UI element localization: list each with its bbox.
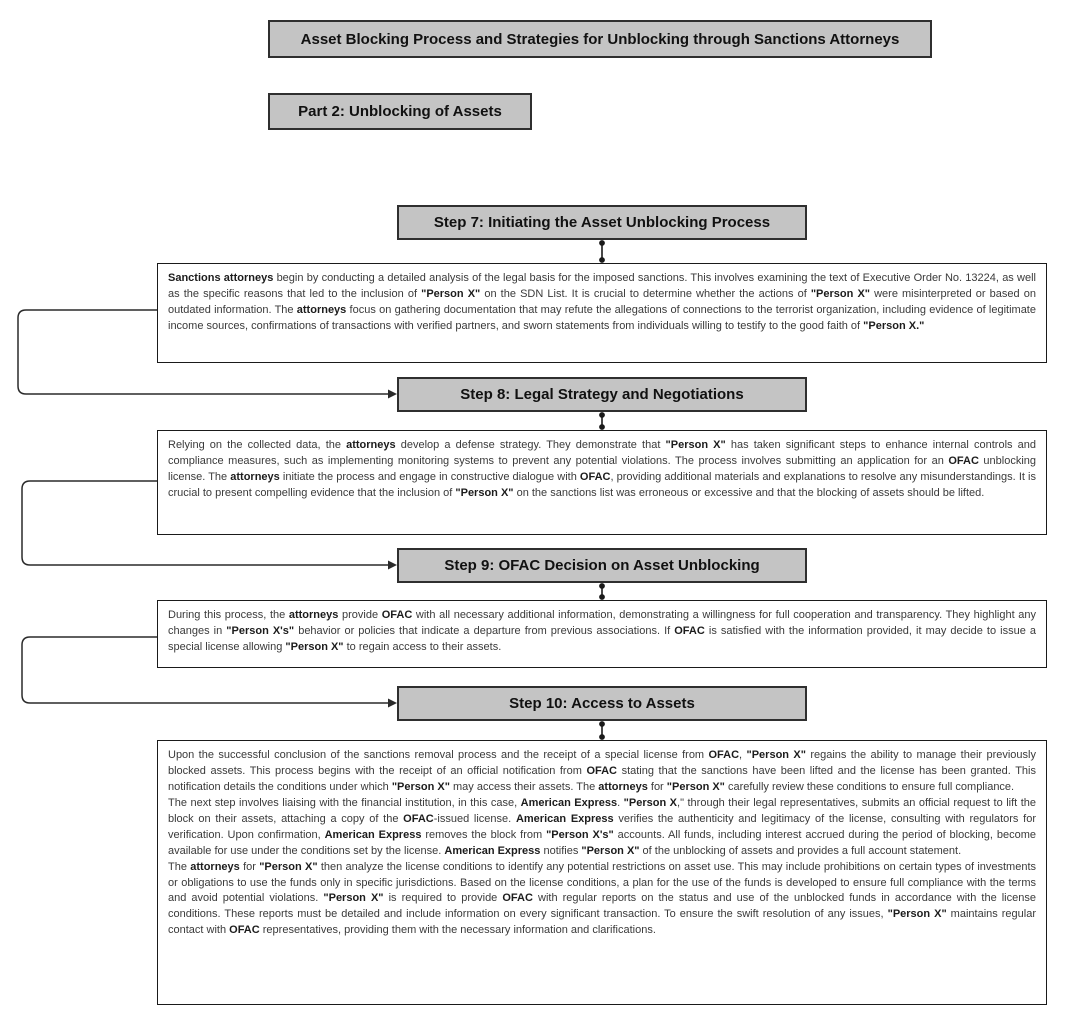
step8-paragraph: Relying on the collected data, the attorneys develop a defense strategy. They demonstrate that "Person X" has taken significant steps to enhance internal controls and compliance measures, such as implementing monitoring systems to prevent any potential violations. The process involves submitting an application for an OFAC unblocking license. The attorneys initiate the process and engage in constructive dialogue with OFAC, providing additional materials and explanations to resolve any misunderstandings. It is crucial to present compelling evidence that the inclusion of "Person X" on the sanctions list was erroneous or excessive and that the blocking of assets should be lifted. [168, 439, 1036, 499]
step9-heading: Step 9: OFAC Decision on Asset Unblocking [444, 557, 760, 574]
step7-header-box [397, 205, 807, 240]
step10-paragraph-1: Upon the successful conclusion of the sanctions removal process and the receipt of a special license from OFAC, "Person X" regains the ability to manage their previously blocked assets. This process begins with the receipt of an official notification from OFAC stating that the sanctions have been lifted and the license has been granted. This notification details the conditions under which "Person X" may access their assets. The attorneys for "Person X" carefully review these conditions to ensure full compliance. [168, 749, 1036, 793]
link-step9-header-to-body [600, 584, 605, 600]
step9-paragraph: During this process, the attorneys provide OFAC with all necessary additional information, demonstrating a willingness for full cooperation and transparency. They highlight any changes in "Person X's" behavior or policies that indicate a departure from previous associations. If OFAC is satisfied with the information provided, it may decide to issue a special license allowing "Person X" to regain access to their assets. [168, 609, 1036, 653]
step9-header-box [397, 548, 807, 583]
arrowhead-step8 [388, 390, 397, 399]
step10-heading: Step 10: Access to Assets [509, 695, 695, 712]
step10-description-box [157, 740, 1047, 1005]
step9-description-box [157, 600, 1047, 668]
link-step8-header-to-body [600, 413, 605, 430]
diagram-title: Asset Blocking Process and Strategies for Unblocking through Sanctions Attorneys [300, 30, 900, 48]
step10-paragraph-3: The attorneys for "Person X" then analyze the license conditions to identify any potential restrictions on asset use. This may include prohibitions on certain types of investments or obligations to use the funds only in specific jurisdictions. Based on the license conditions, a plan for the use of the funds is developed to ensure full compliance with the terms and avoid potential violations. "Person X" is required to provide OFAC with regular reports on the status and use of the unblocked funds in accordance with the license conditions. These reports must be detailed and include information on every significant transaction. To ensure the swift resolution of any issues, "Person X" maintains regular contact with OFAC representatives, providing them with the necessary information and clarifications. [168, 860, 1037, 937]
step8-header-box [397, 377, 807, 412]
part-label-box [268, 93, 532, 130]
step10-paragraph-2: The next step involves liaising with the financial institution, in this case, American Express. "Person X," through their legal representatives, submits an official request to lift the block on their assets, attaching a copy of the OFAC-issued license. American Express verifies the authenticity and legitimacy of the license, consulting with regulators for verification. Upon confirmation, American Express removes the block from "Person X's" accounts. All funds, including interest accrued during the period of blocking, become available for use under the conditions set by the license. American Express notifies "Person X" of the unblocking of assets and provides a full account statement. [168, 796, 1037, 857]
arrowhead-step9 [388, 561, 397, 570]
step8-heading: Step 8: Legal Strategy and Negotiations [460, 386, 744, 403]
step7-paragraph: Sanctions attorneys begin by conducting a detailed analysis of the legal basis for the imposed sanctions. This involves examining the text of Executive Order No. 13224, as well as the specific reasons that led to the inclusion of "Person X" on the SDN List. It is crucial to determine whether the actions of "Person X" were misinterpreted or based on outdated information. The attorneys focus on gathering documentation that may refute the allegations of connections to the terrorist organization, including evidence of legitimate income sources, confirmations of transactions with verified partners, and sworn statements from individuals willing to testify to the good faith of "Person X." [168, 272, 1036, 332]
step10-header-box [397, 686, 807, 721]
link-step7-header-to-body [600, 241, 605, 263]
step8-description-box [157, 430, 1047, 535]
link-step10-header-to-body [600, 722, 605, 740]
part-label: Part 2: Unblocking of Assets [298, 103, 502, 120]
diagram-title-box [268, 20, 932, 58]
arrowhead-step10 [388, 699, 397, 708]
step7-heading: Step 7: Initiating the Asset Unblocking Process [433, 214, 771, 231]
step7-description-box [157, 263, 1047, 363]
